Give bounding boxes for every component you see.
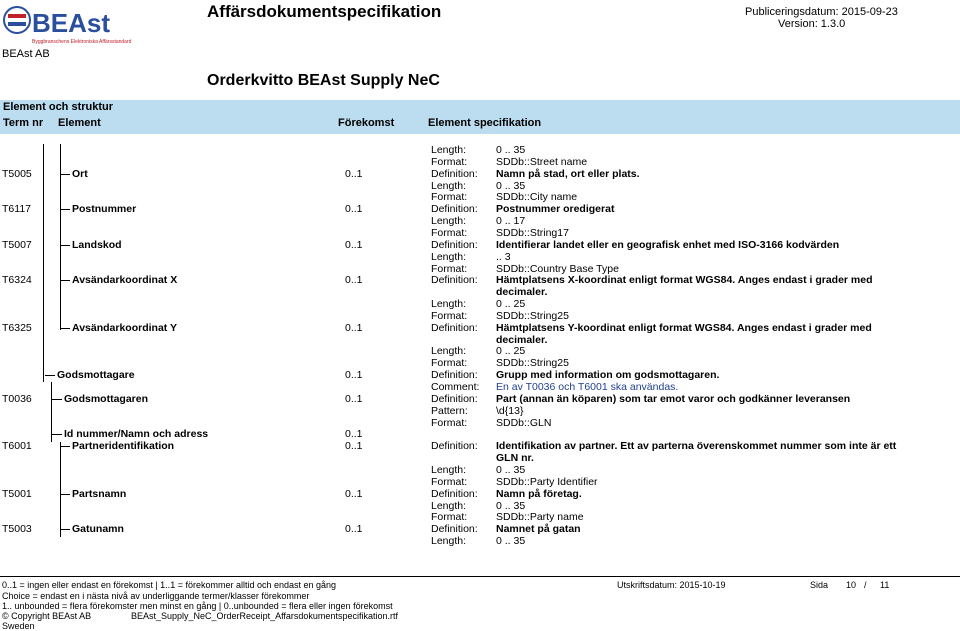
page-total: 11	[880, 580, 890, 590]
spec-value: SDDb::String17	[496, 226, 569, 239]
company-name: BEAst AB	[2, 48, 50, 60]
table-row	[0, 274, 960, 286]
page-label: Sida	[810, 580, 829, 590]
beast-logo	[2, 2, 132, 46]
term-number: T6001	[2, 440, 32, 453]
table-row	[0, 393, 960, 405]
table-row	[0, 464, 960, 476]
table-row	[0, 511, 960, 523]
table-row	[0, 452, 960, 464]
spec-value: 0 .. 35	[496, 144, 526, 156]
table-row	[0, 203, 960, 215]
element-name: Gatunamn	[72, 523, 124, 536]
spec-label: Format:	[431, 416, 468, 429]
term-number: T6324	[2, 274, 32, 287]
occurrence: 0..1	[345, 487, 363, 500]
spec-value: 0 .. 25	[496, 298, 526, 311]
spec-label: Length:	[431, 179, 467, 192]
spec-value: Hämtplatsens Y-koordinat enligt format WGS84. Anges endast i grader med	[496, 321, 872, 334]
spec-label: Comment:	[431, 381, 480, 393]
spec-label: Length:	[431, 463, 467, 476]
occurrence: 0..1	[345, 238, 363, 251]
table-row	[0, 227, 960, 239]
spec-value: SDDb::City name	[496, 191, 578, 204]
table-row	[0, 417, 960, 429]
element-name: Avsändarkoordinat X	[72, 274, 178, 287]
table-row	[0, 286, 960, 298]
occurrence: 0..1	[345, 523, 363, 536]
spec-value: SDDb::Street name	[496, 155, 588, 168]
table-row	[0, 168, 960, 180]
element-name: Postnummer	[72, 203, 137, 216]
spec-label: Format:	[431, 226, 468, 239]
legend-line-3: 1.. unbounded = flera förekomster men minst en gång | 0..unbounded = flera eller ingen förekomst	[2, 601, 393, 611]
table-row	[0, 239, 960, 251]
spec-value: SDDb::Party Identifier	[496, 475, 598, 488]
spec-label: Definition:	[431, 203, 478, 216]
spec-value: .. 3	[496, 250, 511, 263]
spec-label: Length:	[431, 298, 467, 311]
term-number: T5003	[2, 523, 32, 536]
spec-label: Format:	[431, 262, 468, 275]
page-number: 10	[846, 580, 857, 590]
spec-label: Format:	[431, 511, 468, 524]
element-name: Avsändarkoordinat Y	[72, 321, 178, 334]
element-name: Godsmottagaren	[64, 392, 149, 405]
spec-value: SDDb::Party name	[496, 511, 584, 524]
spec-value: Identifikation av partner. Ett av parterna överenskommet nummer som inte är ett	[496, 440, 897, 453]
element-name: Godsmottagare	[57, 369, 135, 382]
page-title: Affärsdokumentspecifikation	[207, 2, 442, 21]
tree-connector	[60, 494, 70, 495]
term-number: T6325	[2, 321, 32, 334]
spec-label: Definition:	[431, 369, 478, 382]
table-row	[0, 334, 960, 346]
element-name: Landskod	[72, 238, 122, 251]
tree-connector	[60, 328, 70, 329]
element-name: Ort	[72, 167, 88, 180]
spec-label: Definition:	[431, 167, 478, 180]
tree-connector	[60, 280, 70, 281]
table-row	[0, 440, 960, 452]
spec-value: 0 .. 25	[496, 345, 526, 358]
spec-value: SDDb::String25	[496, 357, 569, 370]
occurrence: 0..1	[345, 392, 363, 405]
spec-label: Definition:	[431, 392, 478, 405]
spec-value: SDDb::String25	[496, 309, 569, 322]
tree-connector	[52, 399, 62, 400]
spec-label: Length:	[431, 250, 467, 263]
term-number: T6117	[2, 203, 31, 216]
file-name: BEAst_Supply_NeC_OrderReceipt_Affarsdokumentspecifikation.rtf	[131, 611, 398, 621]
tree-connector	[60, 174, 70, 175]
spec-label: Definition:	[431, 274, 478, 287]
spec-value: Part (annan än köparen) som tar emot varor och godkänner leveransen	[496, 392, 851, 405]
occurrence: 0..1	[345, 167, 363, 180]
spec-value: Hämtplatsens X-koordinat enligt format WGS84. Anges endast i grader med	[496, 274, 873, 287]
spec-value: 0 .. 35	[496, 499, 526, 512]
spec-label: Format:	[431, 155, 468, 168]
country: Sweden	[2, 621, 35, 631]
spec-label: Length:	[431, 499, 467, 512]
tree-line	[51, 382, 52, 442]
spec-value: 0 .. 35	[496, 535, 526, 548]
spec-label: Definition:	[431, 487, 478, 500]
logo-wordmark: BEAst	[32, 8, 111, 38]
table-row	[0, 345, 960, 357]
version-label: Version: 1.3.0	[778, 18, 846, 30]
table-row	[0, 523, 960, 535]
legend-line-2: Choice = endast en i nästa nivå av underliggande termer/klasser förekommer	[2, 591, 310, 601]
spec-value: 0 .. 17	[496, 215, 526, 228]
spec-label: Length:	[431, 215, 467, 228]
table-row	[0, 476, 960, 488]
term-number: T5007	[2, 238, 32, 251]
occurrence: 0..1	[345, 428, 363, 441]
spec-value: Namn på företag.	[496, 487, 582, 500]
table-row	[0, 298, 960, 310]
table-row	[0, 180, 960, 192]
col-element: Element	[58, 117, 101, 129]
spec-value: En av T0036 och T6001 ska användas.	[496, 381, 679, 393]
tree-connector	[60, 529, 70, 530]
occurrence: 0..1	[345, 274, 363, 287]
spec-value: 0 .. 35	[496, 179, 526, 192]
table-row	[0, 263, 960, 275]
tree-connector	[45, 375, 55, 376]
table-row	[0, 251, 960, 263]
spec-value: GLN nr.	[496, 452, 534, 465]
spec-label: Definition:	[431, 321, 478, 334]
tree-connector	[52, 434, 62, 435]
tree-line	[43, 144, 44, 382]
tree-connector	[60, 209, 70, 210]
spec-label: Format:	[431, 357, 468, 370]
table-row	[0, 215, 960, 227]
tree-connector	[60, 245, 70, 246]
spec-value: SDDb::GLN	[496, 416, 552, 429]
element-name: Partneridentifikation	[72, 440, 175, 453]
spec-label: Length:	[431, 345, 467, 358]
col-spec: Element specifikation	[428, 117, 542, 129]
occurrence: 0..1	[345, 321, 363, 334]
table-row	[0, 369, 960, 381]
spec-label: Length:	[431, 535, 467, 548]
spec-label: Length:	[431, 144, 467, 156]
table-row	[0, 535, 960, 547]
spec-value: Identifierar landet eller en geografisk enhet med ISO-3166 kodvärden	[496, 238, 840, 251]
col-occurrence: Förekomst	[338, 117, 395, 129]
spec-value: decimaler.	[496, 333, 548, 346]
table-row	[0, 357, 960, 369]
spec-label: Pattern:	[431, 404, 468, 417]
copyright: © Copyright BEAst AB	[2, 611, 92, 621]
table-row	[0, 322, 960, 334]
spec-value: 0 .. 35	[496, 463, 526, 476]
occurrence: 0..1	[345, 203, 363, 216]
term-number: T5001	[2, 487, 32, 500]
table-row	[0, 156, 960, 168]
occurrence: 0..1	[345, 440, 363, 453]
spec-value: SDDb::Country Base Type	[496, 262, 619, 275]
table-row	[0, 428, 960, 440]
table-row	[0, 488, 960, 500]
spec-label: Format:	[431, 475, 468, 488]
print-date: Utskriftsdatum: 2015-10-19	[617, 580, 726, 590]
spec-value: Postnummer oredigerat	[496, 203, 615, 216]
tree-line	[60, 442, 61, 537]
structure-heading: Element och struktur	[3, 101, 114, 113]
tree-connector	[60, 446, 70, 447]
spec-label: Definition:	[431, 523, 478, 536]
spec-label: Format:	[431, 309, 468, 322]
col-term: Term nr	[3, 117, 44, 129]
element-name: Partsnamn	[72, 487, 127, 500]
page-separator: /	[864, 580, 867, 590]
table-row	[0, 310, 960, 322]
table-row	[0, 191, 960, 203]
publication-date: Publiceringsdatum: 2015-09-23	[745, 6, 898, 18]
spec-value: Namn på stad, ort eller plats.	[496, 167, 640, 180]
table-row	[0, 144, 960, 156]
spec-label: Format:	[431, 191, 468, 204]
table-row	[0, 405, 960, 417]
spec-value: Namnet på gatan	[496, 523, 581, 536]
legend-line-1: 0..1 = ingen eller endast en förekomst | 1..1 = förekommer alltid och endast en gång	[2, 580, 337, 590]
occurrence: 0..1	[345, 369, 363, 382]
spec-value: Grupp med information om godsmottagaren.	[496, 369, 720, 382]
spec-label: Definition:	[431, 238, 478, 251]
spec-label: Definition:	[431, 440, 478, 453]
term-number: T5005	[2, 167, 32, 180]
term-number: T0036	[2, 392, 32, 405]
document-title: Orderkvitto BEAst Supply NeC	[207, 72, 440, 89]
table-row	[0, 381, 960, 393]
element-name: Id nummer/Namn och adress	[64, 428, 209, 441]
column-header-band	[0, 100, 960, 134]
spec-value: decimaler.	[496, 286, 548, 299]
tree-line	[60, 144, 61, 330]
logo-tagline: Byggbranschens Elektroniska Affärsstandard	[32, 39, 132, 45]
spec-value: \d{13}	[496, 404, 524, 417]
table-row	[0, 500, 960, 512]
footer-divider	[0, 576, 960, 577]
